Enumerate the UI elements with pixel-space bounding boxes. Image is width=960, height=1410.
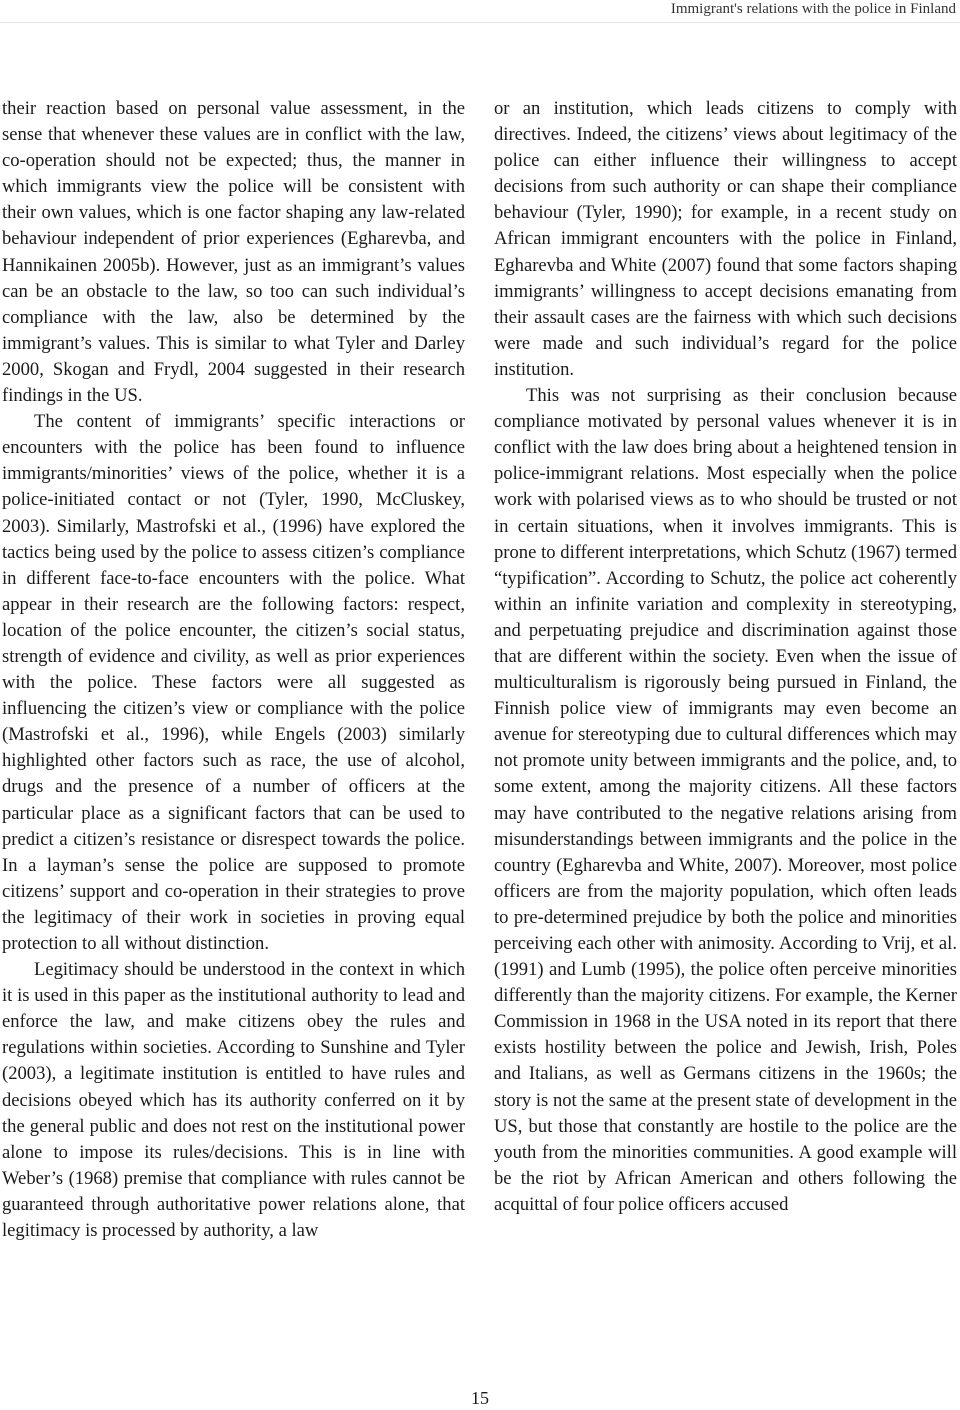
right-paragraph-2: This was not surprising as their conclusion because compliance motivated by personal values whenever it is in conflict with the law does bring about a heightened tension in police-immigrant relations. Most especially when the police work with polarised views as to who should be trusted or not in certain situations, when it involves immigrants. This is prone to different interpretations, which Schutz (1967) termed “typification”. According to Schutz, the police act coherently within an infinite variation and complexity in stereotyping, and perpetuating prejudice and discrimination against those that are different within the society. Even when the issue of multiculturalism is rigorously being pursued in Finland, the Finnish police view of immigrants may even become an avenue for stereotyping due to cultural differences which may not promote unity between immigrants and the police, and, to some extent, among the majority citizens. All these factors may have contributed to the negative relations arising from misunderstandings between immigrants and the police in the country (Egharevba and White, 2007). Moreover, most police officers are from the majority population, which often leads to pre-determined prejudice by both the police and minorities perceiving each other with animosity. According to Vrij, et al. (1991) and Lumb (1995), the police often perceive minorities differently than the majority citizens. For example, the Kerner Commission in 1968 in the USA noted in its report that there exists hostility between the police and Jewish, Irish, Poles and Italians, as well as Germans citizens in the 1960s; the story is not the same at the present state of development in the US, but those that constantly are hostile to the police are the youth from the minorities communities. A good example will be the riot by African American and others following the acquittal of four police officers accused <box>494 385 957 1215</box>
left-paragraph-3: Legitimacy should be understood in the context in which it is used in this paper as the institutional authority to lead and enforce the law, and make citizens obey the rules and regulations within societies. According to Sunshine and Tyler (2003), a legitimate institution is entitled to have rules and decisions obeyed which has its authority conferred on it by the general public and does not rest on the institutional power alone to impose its rules/decisions. This is in line with Weber’s (1968) premise that compliance with rules cannot be guaranteed through authoritative power relations alone, that legitimacy is processed by authority, a law <box>2 959 465 1242</box>
header-divider <box>0 22 960 23</box>
right-column <box>494 96 957 1218</box>
left-paragraph-2: The content of immigrants’ specific interactions or encounters with the police has been found to influence immigrants/minorities’ views of the police, whether it is a police-initiated contact or not (Tyler, 1990, McCluskey, 2003). Similarly, Mastrofski et al., (1996) have explored the tactics being used by the police to assess citizen’s compliance in different face-to-face encounters with the police. What appear in their research are the following factors: respect, location of the police encounter, the citizen’s social status, strength of evidence and civility, as well as prior experiences with the police. These factors were all suggested as influencing the citizen’s view or compliance with the police (Mastrofski et al., 1996), while Engels (2003) similarly highlighted other factors such as race, the use of alcohol, drugs and the presence of a number of officers at the particular place as a significant factors that can be used to predict a citizen’s resistance or disrespect towards the police. In a layman’s sense the police are supposed to promote citizens’ support and co-operation in their strategies to prove the legitimacy of their work in societies in proving equal protection to all without distinction. <box>2 411 465 954</box>
right-paragraph-1: or an institution, which leads citizens to comply with directives. Indeed, the citizens’ views about legitimacy of the police can either influence their willingness to accept decisions from such authority or can shape their compliance behaviour (Tyler, 1990); for example, in a recent study on African immigrant encounters with the police in Finland, Egharevba and White (2007) found that some factors shaping immigrants’ willingness to accept decisions emanating from their assault cases are the fairness with which such decisions were made and such individual’s regard for the police institution. <box>494 98 957 380</box>
running-header: Immigrant's relations with the police in Finland <box>670 1 956 17</box>
page-number: 15 <box>471 1388 489 1408</box>
left-column <box>2 96 465 1244</box>
left-paragraph-1: their reaction based on personal value assessment, in the sense that whenever these values are in conflict with the law, co-operation should not be expected; thus, the manner in which immigrants view the police will be consistent with their own values, which is one factor shaping any law-related behaviour independent of prior experiences (Egharevba, and Hannikainen 2005b). However, just as an immigrant’s values can be an obstacle to the law, so too can such individual’s compliance with the law, also be determined by the immigrant’s values. This is similar to what Tyler and Darley 2000, Skogan and Frydl, 2004 suggested in their research findings in the US. <box>2 98 465 407</box>
